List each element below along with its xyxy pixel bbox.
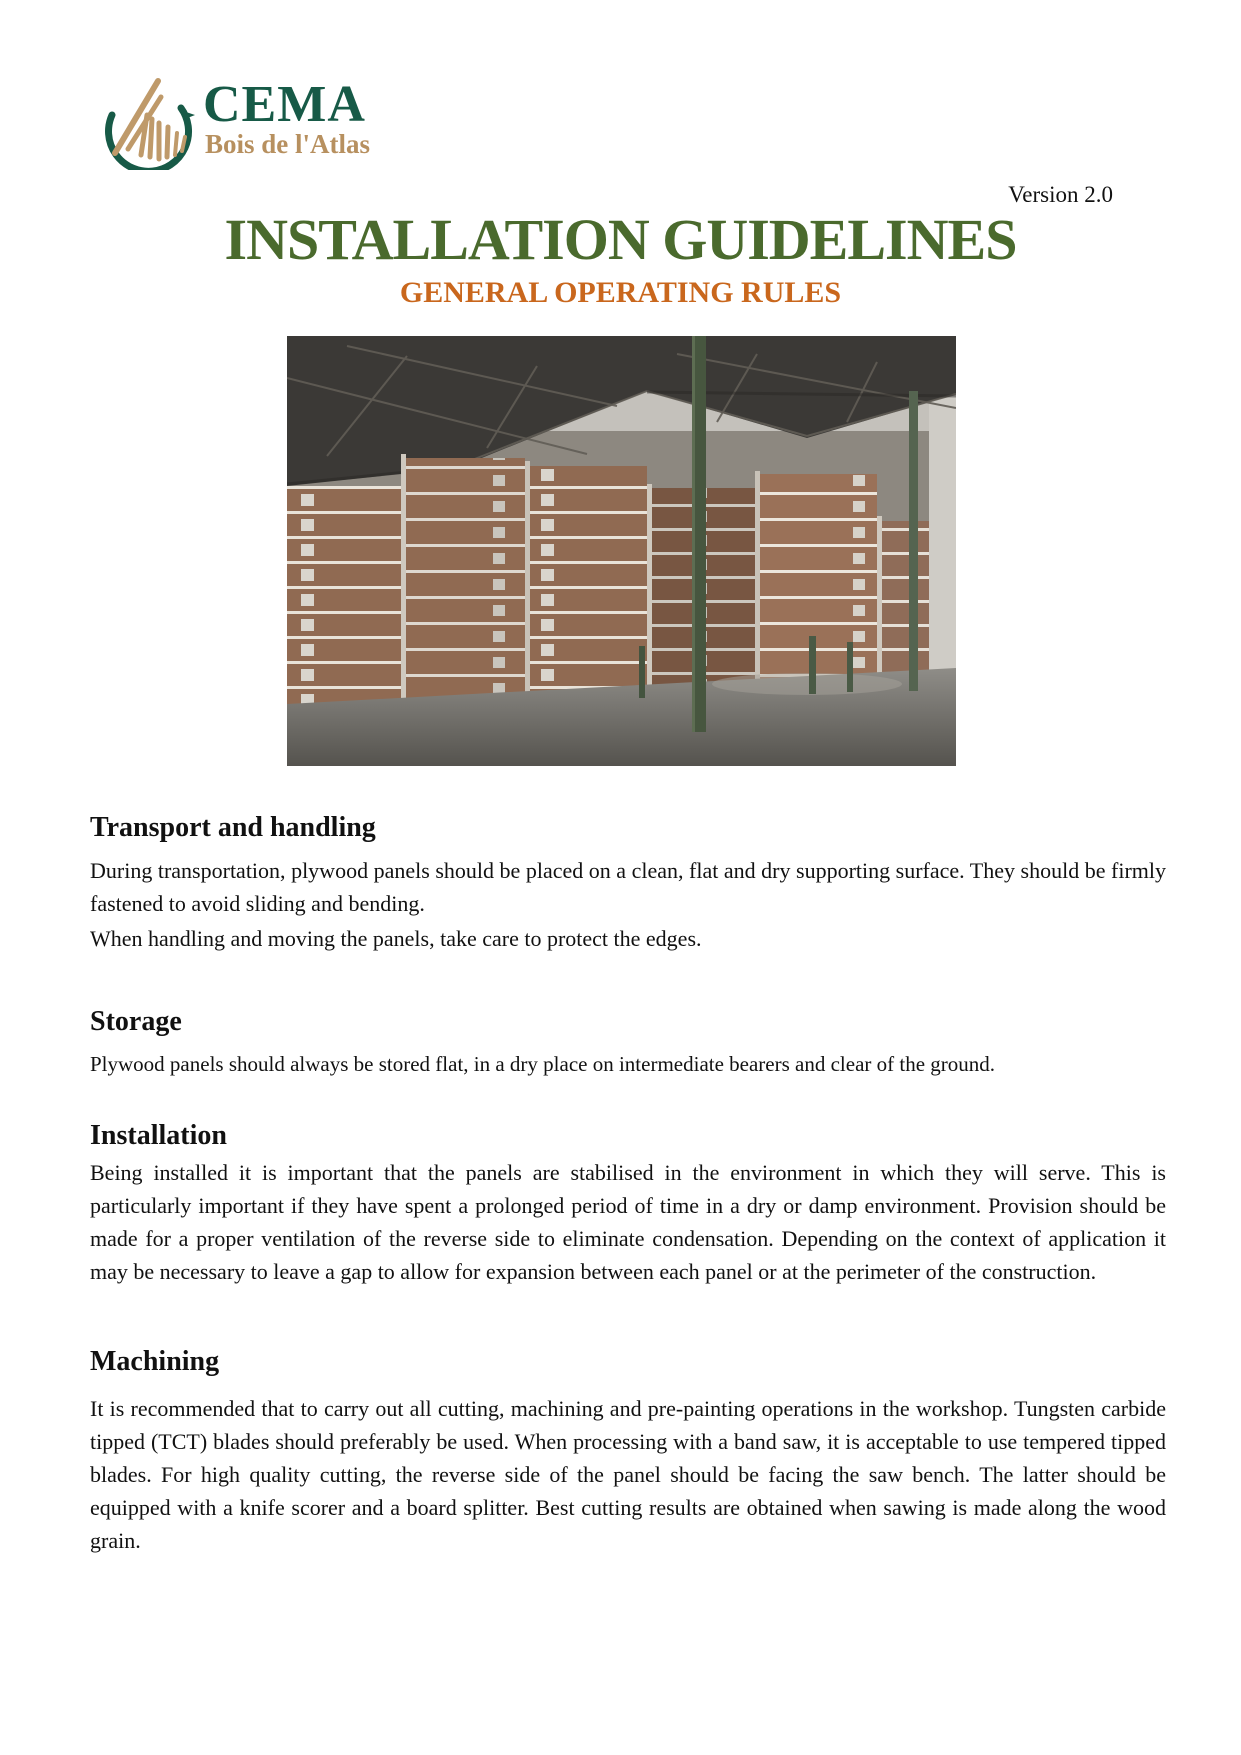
- document-subtitle: GENERAL OPERATING RULES: [399, 276, 842, 309]
- paragraph-storage-1: Plywood panels should always be stored flat, in a dry place on intermediate bearers and clear of the ground.: [90, 1052, 996, 1076]
- section-heading-installation: Installation: [90, 1120, 227, 1151]
- section-heading-storage: Storage: [90, 1006, 182, 1037]
- version-label: Version 2.0: [1008, 182, 1113, 207]
- section-heading-transport: Transport and handling: [90, 812, 376, 843]
- paragraph-transport-2: When handling and moving the panels, take care to protect the edges.: [90, 926, 702, 951]
- section-heading-machining: Machining: [90, 1346, 220, 1377]
- paragraph-transport-1: During transportation, plywood panels should be placed on a clean, flat and dry supporting surface. They should be firmly fastened to avoid sliding and bending.: [90, 858, 1166, 916]
- cema-logo-mark: [95, 45, 220, 170]
- paragraph-machining-1: It is recommended that to carry out all cutting, machining and pre-painting operations in the workshop. Tungsten carbide tipped (TCT) blades should preferably be used. When processing with a band saw, it is acceptable to use tempered tipped blades. For high quality cutting, the reverse side of the panel should be facing the saw bench. The latter should be equipped with a knife scorer and a board splitter. Best cutting results are obtained when sawing is made along the wood grain.: [90, 1396, 1166, 1553]
- warehouse-photo: [287, 336, 956, 766]
- warehouse-photo-image: [287, 336, 956, 766]
- logo-name: CEMA: [203, 76, 366, 133]
- paragraph-installation-1: Being installed it is important that the panels are stabilised in the environment in which they will serve. This is particularly important if they have spent a prolonged period of time in a dry or damp environment. Provision should be made for a proper ventilation of the reverse side to eliminate condensation. Depending on the context of application it may be necessary to leave a gap to allow for expansion between each panel or at the perimeter of the construction.: [90, 1160, 1166, 1284]
- logo-tagline: Bois de l'Atlas: [205, 129, 371, 159]
- company-logo: [95, 45, 425, 170]
- document-title: INSTALLATION GUIDELINES: [224, 207, 1017, 272]
